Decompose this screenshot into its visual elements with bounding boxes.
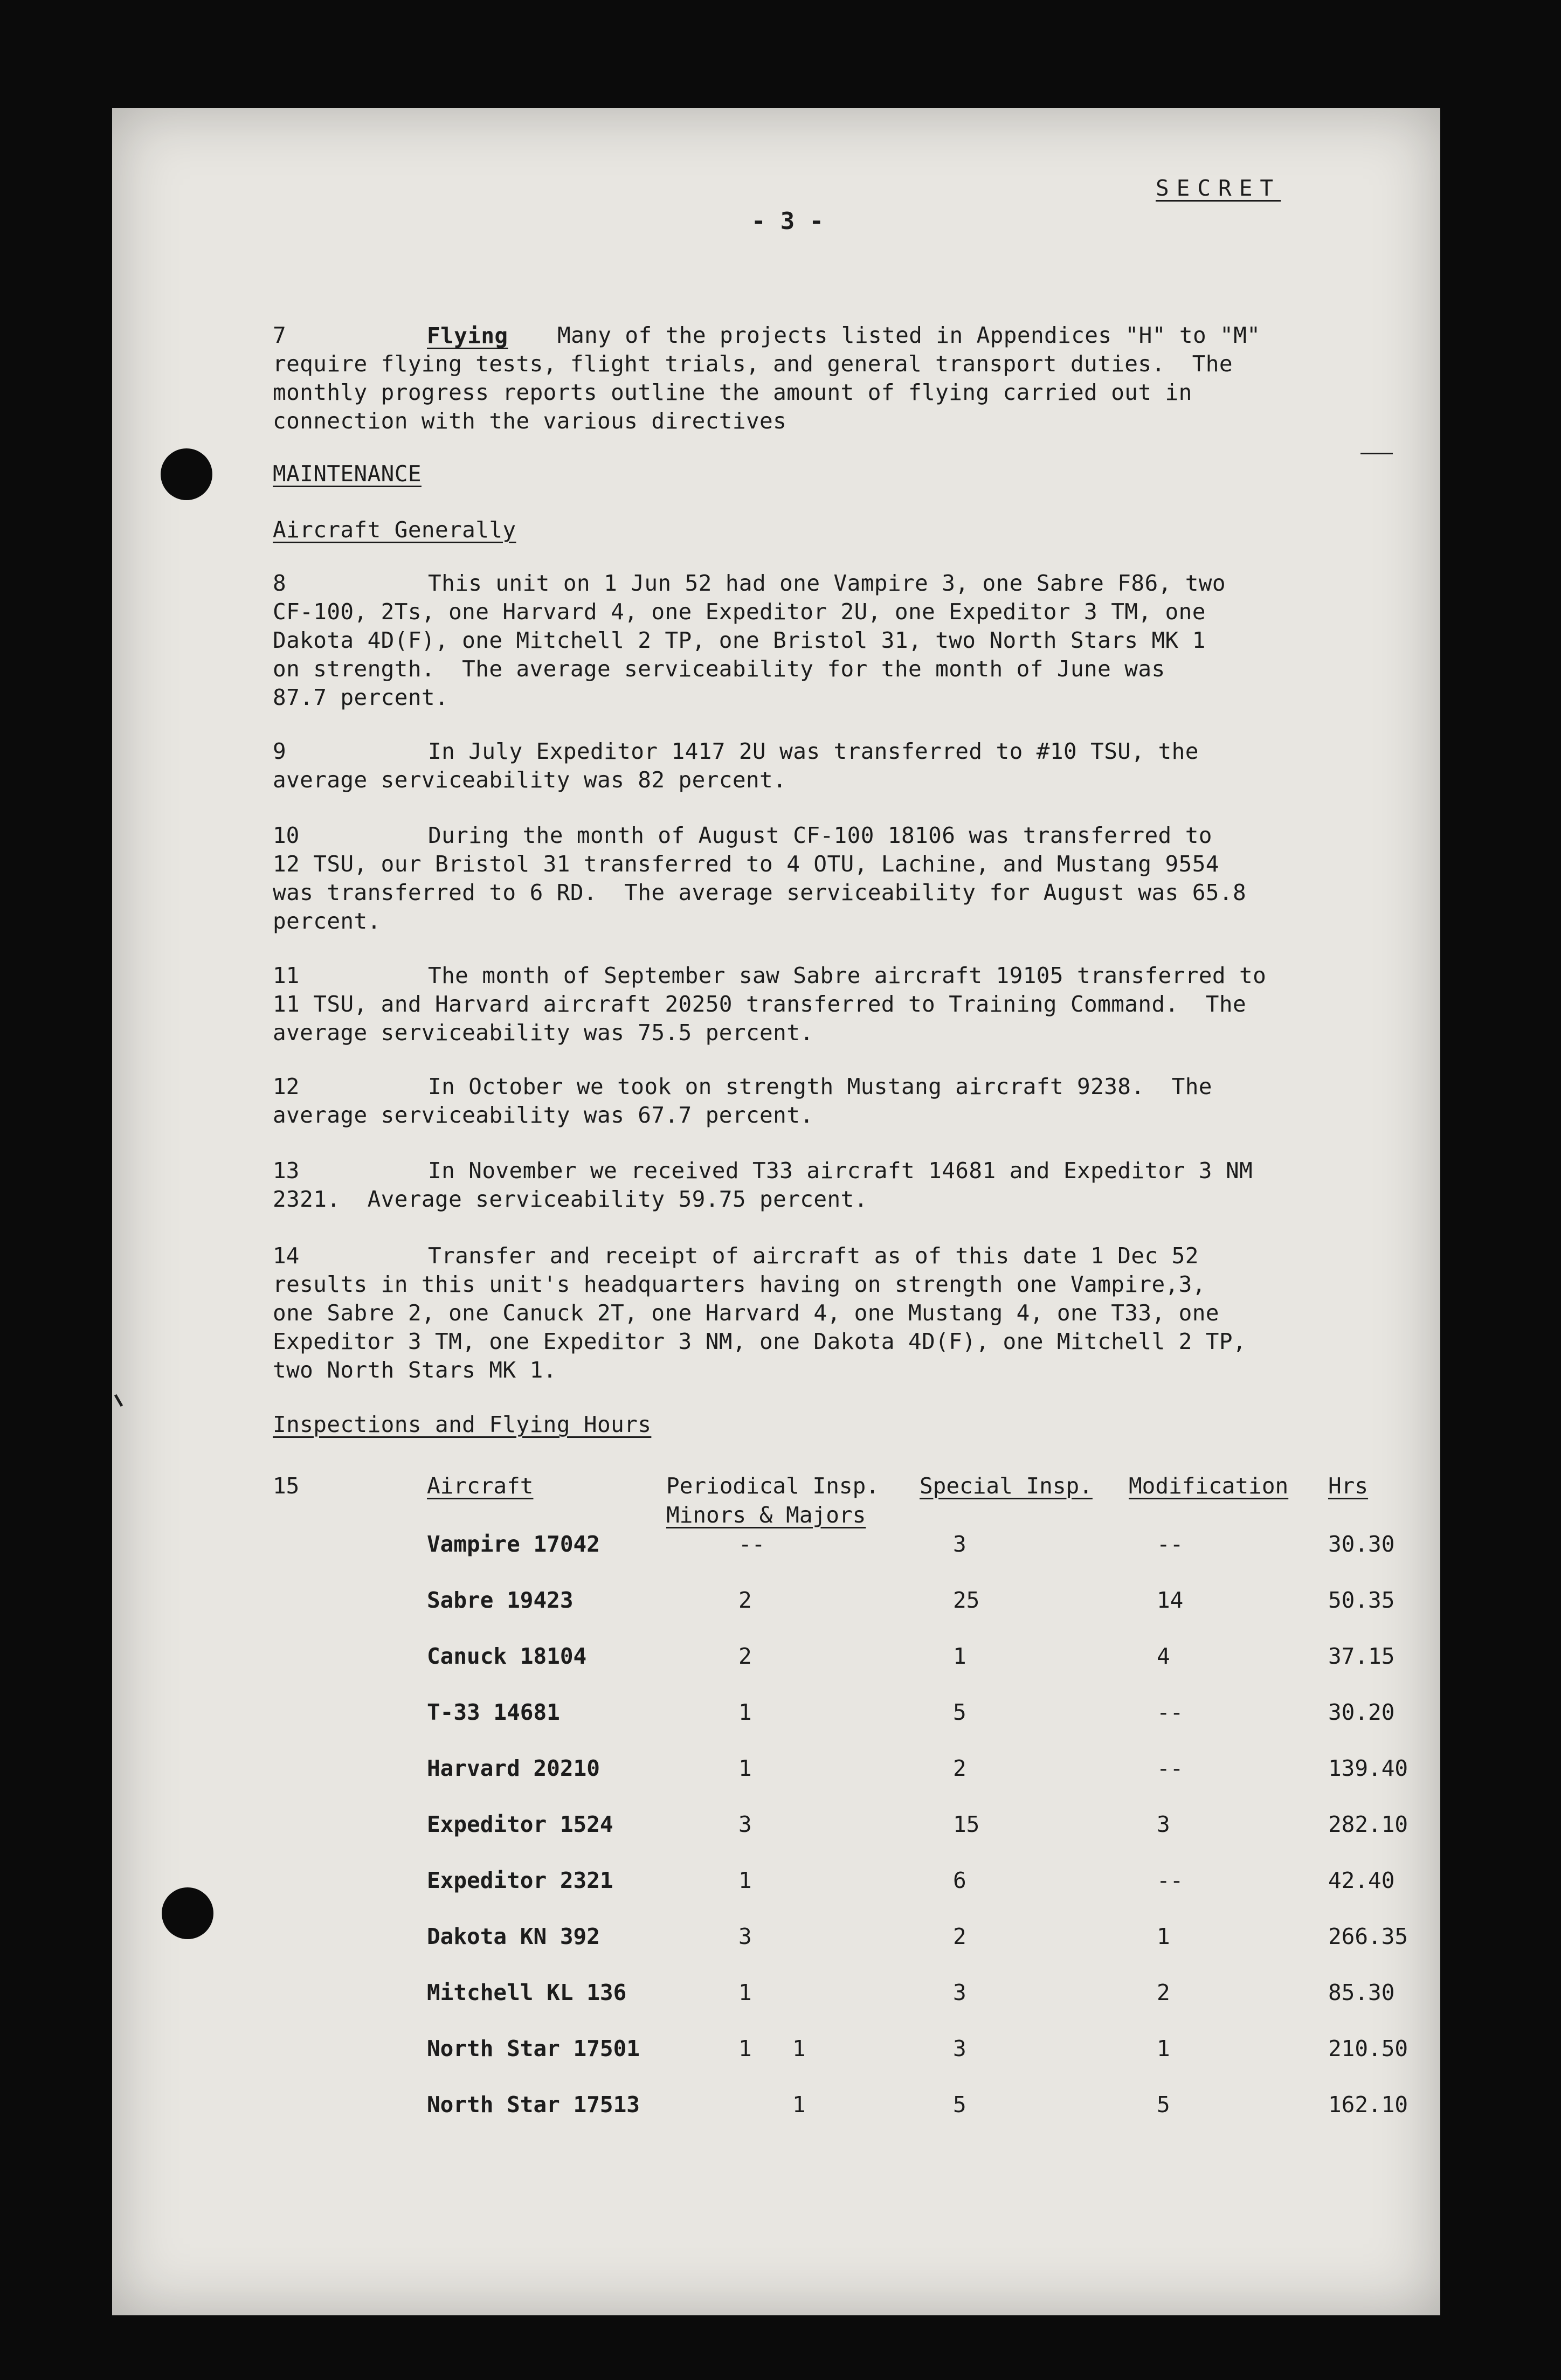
- cell-modification: 1: [1157, 1924, 1170, 1949]
- paragraph-14: Transfer and receipt of aircraft as of this date 1 Dec 52 results in this unit's headquarters having on strength one Vampire,3, one Sabre 2, one Canuck 2T, one Harvard 4, one Mustang 4, one T33, one Expeditor 3 TM, one Expeditor 3 NM, one Dakota 4D(F), one Mitchell 2 TP, two North Stars MK 1.: [273, 1243, 1247, 1383]
- heading-inspections: Inspections and Flying Hours: [273, 1412, 652, 1437]
- cell-majors: 1: [792, 2092, 806, 2118]
- cell-hrs: 282.10: [1328, 1811, 1408, 1837]
- cell-minors: --: [738, 1531, 765, 1557]
- cell-aircraft: Mitchell KL 136: [427, 1980, 627, 2005]
- cell-special: 3: [953, 1531, 966, 1557]
- cell-modification: 14: [1157, 1587, 1184, 1613]
- cell-modification: 3: [1157, 1811, 1170, 1837]
- cell-modification: 4: [1157, 1643, 1170, 1669]
- classification-marking: SECRET: [1156, 175, 1281, 201]
- punch-hole-top: [161, 448, 212, 500]
- cell-aircraft: Expeditor 1524: [427, 1811, 613, 1837]
- para-number: 10: [273, 822, 300, 848]
- cell-minors: 2: [738, 1643, 752, 1669]
- cell-special: 5: [953, 2092, 966, 2118]
- cell-special: 5: [953, 1699, 966, 1725]
- paragraph-8: This unit on 1 Jun 52 had one Vampire 3, one Sabre F86, two CF-100, 2Ts, one Harvard 4, one Expeditor 2U, one Expeditor 3 TM, one Dakota 4D(F), one Mitchell 2 TP, one Bristol 31, two North Stars MK 1 on strength. The average serviceability for the month of June was 87.7 percent.: [273, 570, 1226, 710]
- cell-aircraft: Expeditor 2321: [427, 1867, 613, 1893]
- cell-modification: 5: [1157, 2092, 1170, 2118]
- cell-hrs: 30.30: [1328, 1531, 1395, 1557]
- cell-hrs: 30.20: [1328, 1699, 1395, 1725]
- col-header-hrs: Hrs: [1328, 1473, 1369, 1499]
- cell-minors: 2: [738, 1587, 752, 1613]
- col-header-modification: Modification: [1129, 1473, 1289, 1499]
- cell-special: 2: [953, 1755, 966, 1781]
- cell-aircraft: Canuck 18104: [427, 1643, 587, 1669]
- para-number: 9: [273, 738, 286, 764]
- cell-minors: 3: [738, 1924, 752, 1949]
- cell-hrs: 85.30: [1328, 1980, 1395, 2005]
- para-number: 8: [273, 570, 286, 596]
- page-number: - 3 -: [751, 207, 824, 235]
- cell-special: 25: [953, 1587, 980, 1613]
- margin-mark: [114, 1394, 123, 1407]
- cell-minors: 1: [738, 2036, 752, 2061]
- para-number: 15: [273, 1473, 300, 1499]
- para-number: 11: [273, 963, 300, 988]
- col-header-periodical-sub: Minors & Majors: [666, 1502, 866, 1528]
- col-header-periodical: Periodical Insp.: [666, 1473, 879, 1499]
- cell-minors: 3: [738, 1811, 752, 1837]
- paragraph-7: Many of the projects listed in Appendices "H" to "M" require flying tests, flight trials, and general transport duties. The monthly progress reports outline the amount of flying carried out in connection with the various directives: [273, 322, 1261, 434]
- cell-modification: --: [1157, 1755, 1184, 1781]
- cell-aircraft: Harvard 20210: [427, 1755, 600, 1781]
- margin-mark: [1360, 453, 1393, 454]
- cell-hrs: 139.40: [1328, 1755, 1408, 1781]
- cell-special: 6: [953, 1867, 966, 1893]
- cell-minors: 1: [738, 1867, 752, 1893]
- cell-special: 3: [953, 1980, 966, 2005]
- cell-hrs: 210.50: [1328, 2036, 1408, 2061]
- col-header-aircraft: Aircraft: [427, 1473, 534, 1499]
- document-page: [112, 108, 1440, 2315]
- cell-modification: --: [1157, 1699, 1184, 1725]
- cell-aircraft: Dakota KN 392: [427, 1924, 600, 1949]
- cell-modification: 2: [1157, 1980, 1170, 2005]
- para-number: 14: [273, 1243, 300, 1269]
- cell-modification: --: [1157, 1867, 1184, 1893]
- cell-minors: 1: [738, 1755, 752, 1781]
- cell-aircraft: Vampire 17042: [427, 1531, 600, 1557]
- cell-aircraft: Sabre 19423: [427, 1587, 574, 1613]
- cell-special: 2: [953, 1924, 966, 1949]
- cell-minors: 1: [738, 1699, 752, 1725]
- para-heading-flying: Flying: [427, 323, 508, 349]
- cell-hrs: 37.15: [1328, 1643, 1395, 1669]
- paragraph-10: During the month of August CF-100 18106 was transferred to 12 TSU, our Bristol 31 transferred to 4 OTU, Lachine, and Mustang 9554 was transferred to 6 RD. The average serviceability for August was 65.8 percent.: [273, 822, 1247, 934]
- cell-aircraft: T-33 14681: [427, 1699, 560, 1725]
- para-number: 7: [273, 322, 286, 348]
- paragraph-12: In October we took on strength Mustang aircraft 9238. The average serviceability was 67.7 percent.: [273, 1074, 1212, 1128]
- cell-modification: --: [1157, 1531, 1184, 1557]
- paragraph-11: The month of September saw Sabre aircraft 19105 transferred to 11 TSU, and Harvard aircraft 20250 transferred to Training Command. The average serviceability was 75.5 percent.: [273, 963, 1267, 1046]
- heading-maintenance: MAINTENANCE: [273, 461, 422, 487]
- cell-special: 1: [953, 1643, 966, 1669]
- cell-aircraft: North Star 17501: [427, 2036, 640, 2061]
- cell-majors: 1: [792, 2036, 806, 2061]
- cell-special: 3: [953, 2036, 966, 2061]
- cell-hrs: 162.10: [1328, 2092, 1408, 2118]
- paragraph-13: In November we received T33 aircraft 14681 and Expeditor 3 NM 2321. Average serviceability 59.75 percent.: [273, 1158, 1253, 1212]
- cell-hrs: 50.35: [1328, 1587, 1395, 1613]
- punch-hole-bottom: [162, 1887, 213, 1939]
- heading-aircraft-generally: Aircraft Generally: [273, 517, 516, 543]
- cell-aircraft: North Star 17513: [427, 2092, 640, 2118]
- cell-modification: 1: [1157, 2036, 1170, 2061]
- para-number: 12: [273, 1074, 300, 1099]
- cell-special: 15: [953, 1811, 980, 1837]
- cell-hrs: 266.35: [1328, 1924, 1408, 1949]
- para-number: 13: [273, 1158, 300, 1184]
- paragraph-9: In July Expeditor 1417 2U was transferred to #10 TSU, the average serviceability was 82 percent.: [273, 738, 1199, 793]
- col-header-special: Special Insp.: [920, 1473, 1093, 1499]
- cell-minors: 1: [738, 1980, 752, 2005]
- cell-hrs: 42.40: [1328, 1867, 1395, 1893]
